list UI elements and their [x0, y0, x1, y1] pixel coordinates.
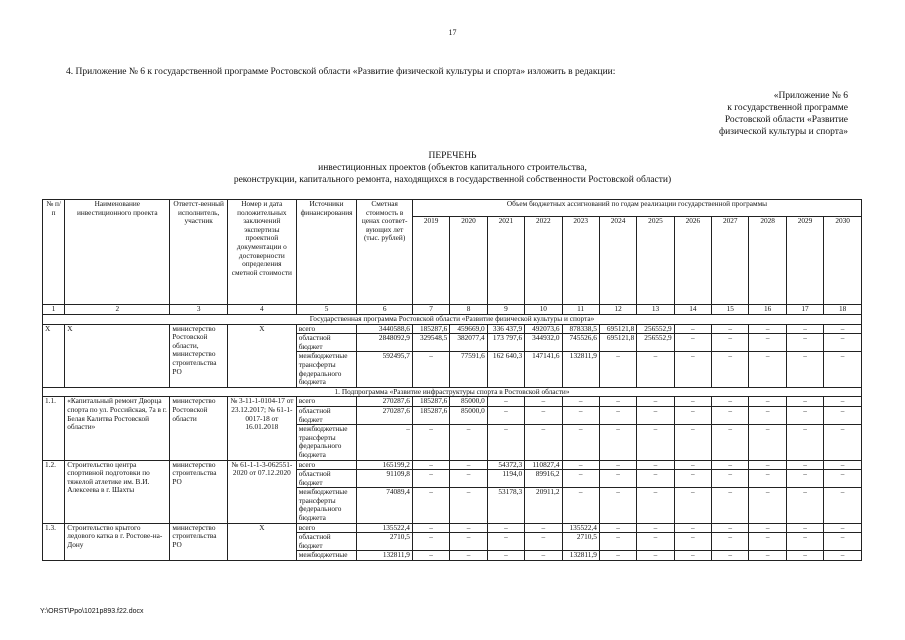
year-value: –	[824, 334, 862, 352]
year-value: –	[824, 551, 862, 561]
year-value: –	[674, 334, 711, 352]
year-value: –	[562, 397, 599, 407]
header-year: 2028	[749, 217, 786, 305]
year-value: 132811,9	[562, 352, 599, 387]
year-value: –	[674, 551, 711, 561]
year-value: –	[824, 470, 862, 488]
column-number: 1	[43, 305, 65, 315]
year-value: –	[712, 425, 749, 460]
estimated-cost: –	[357, 425, 413, 460]
year-value: –	[824, 324, 862, 334]
program-title-row	[43, 315, 862, 325]
column-number: 7	[412, 305, 449, 315]
year-value: –	[599, 533, 636, 551]
header-year: 2030	[824, 217, 862, 305]
funding-source: областной бюджет	[296, 406, 357, 424]
year-value: –	[412, 352, 449, 387]
year-value: –	[824, 523, 862, 533]
year-value: 20911,2	[525, 488, 562, 523]
year-value: –	[450, 488, 487, 523]
year-value: –	[824, 352, 862, 387]
year-value: 185287,6	[412, 406, 449, 424]
year-value: –	[749, 523, 786, 533]
year-value: 54372,3	[487, 460, 524, 470]
year-value: –	[712, 470, 749, 488]
year-value: –	[450, 551, 487, 561]
expertise-conclusion: Х	[227, 324, 296, 387]
column-number: 16	[749, 305, 786, 315]
funding-source: межбюджетные трансферты федерального бюджета	[296, 488, 357, 523]
table-body	[43, 315, 862, 561]
year-value: –	[712, 488, 749, 523]
header-volume: Объем бюджетных ассигнований по годам реализации государственной программы	[412, 200, 861, 217]
estimated-cost: 2848092,9	[357, 334, 413, 352]
year-value: –	[712, 352, 749, 387]
year-value: –	[786, 523, 823, 533]
year-value: –	[599, 470, 636, 488]
funding-source: всего	[296, 324, 357, 334]
estimated-cost: 270287,6	[357, 406, 413, 424]
column-number: 6	[357, 305, 413, 315]
year-value: –	[599, 460, 636, 470]
year-value: 878338,5	[562, 324, 599, 334]
year-value: –	[637, 406, 674, 424]
row-number: Х	[43, 324, 65, 387]
year-value: 382077,4	[450, 334, 487, 352]
year-value: 147141,6	[525, 352, 562, 387]
year-value: –	[599, 523, 636, 533]
estimated-cost: 2710,5	[357, 533, 413, 551]
year-value: –	[450, 425, 487, 460]
year-value: 110827,4	[525, 460, 562, 470]
program-title: Государственная программа Ростовской области «Развитие физической культуры и спорта»	[43, 315, 862, 325]
year-value: 135522,4	[562, 523, 599, 533]
header-year: 2023	[562, 217, 599, 305]
funding-source: всего	[296, 523, 357, 533]
column-number: 9	[487, 305, 524, 315]
row-number: 1.3.	[43, 523, 65, 560]
estimated-cost: 270287,6	[357, 397, 413, 407]
estimated-cost: 74089,4	[357, 488, 413, 523]
year-value: –	[749, 334, 786, 352]
year-value: 329548,5	[412, 334, 449, 352]
year-value: –	[824, 425, 862, 460]
funding-source: областной бюджет	[296, 470, 357, 488]
estimated-cost: 132811,9	[357, 551, 413, 561]
funding-source: областной бюджет	[296, 533, 357, 551]
year-value: –	[674, 397, 711, 407]
year-value: –	[487, 425, 524, 460]
year-value: –	[562, 488, 599, 523]
funding-source: межбюджетные трансферты федерального бюджета	[296, 425, 357, 460]
column-number: 10	[525, 305, 562, 315]
header-year: 2027	[712, 217, 749, 305]
column-number: 12	[599, 305, 636, 315]
funding-source: всего	[296, 460, 357, 470]
funding-source: областной бюджет	[296, 334, 357, 352]
year-value: –	[637, 523, 674, 533]
year-value: 344932,0	[525, 334, 562, 352]
year-value: 185287,6	[412, 324, 449, 334]
year-value: –	[786, 352, 823, 387]
year-value: –	[674, 470, 711, 488]
year-value: –	[749, 551, 786, 561]
year-value: 173 797,6	[487, 334, 524, 352]
year-value: –	[674, 523, 711, 533]
year-value: –	[749, 460, 786, 470]
year-value: –	[786, 425, 823, 460]
year-value: –	[674, 460, 711, 470]
year-value: –	[712, 523, 749, 533]
year-value: –	[712, 533, 749, 551]
annex-heading	[658, 90, 848, 138]
column-number: 15	[712, 305, 749, 315]
year-value: –	[749, 324, 786, 334]
year-value: –	[412, 470, 449, 488]
year-value: –	[599, 425, 636, 460]
year-value: 336 437,9	[487, 324, 524, 334]
year-value: –	[637, 397, 674, 407]
table-row	[43, 397, 862, 407]
year-value: 77591,6	[450, 352, 487, 387]
page-number: 17	[448, 28, 457, 37]
year-value: 53178,3	[487, 488, 524, 523]
header-expertise: Номер и дата положительных заключений экспертизы проектной документации о достоверности определения сметной стоимости	[227, 200, 296, 305]
year-value: –	[637, 352, 674, 387]
year-value: –	[749, 488, 786, 523]
year-value: –	[487, 406, 524, 424]
year-value: –	[712, 460, 749, 470]
column-number: 3	[170, 305, 228, 315]
year-value: –	[599, 397, 636, 407]
year-value: –	[412, 533, 449, 551]
year-value: –	[637, 533, 674, 551]
year-value: –	[749, 352, 786, 387]
year-value: –	[637, 470, 674, 488]
title-line: реконструкции, капитального ремонта, находящихся в государственной собственности Ростовской области)	[233, 175, 672, 185]
table-row	[43, 523, 862, 533]
year-value: –	[786, 470, 823, 488]
year-value: –	[562, 460, 599, 470]
header-year: 2020	[450, 217, 487, 305]
header-year: 2026	[674, 217, 711, 305]
column-number: 13	[637, 305, 674, 315]
column-number: 18	[824, 305, 862, 315]
expertise-conclusion: Х	[227, 523, 296, 560]
title-line: ПЕРЕЧЕНЬ	[428, 151, 477, 161]
estimated-cost: 165199,2	[357, 460, 413, 470]
year-value: –	[412, 425, 449, 460]
table-row	[43, 324, 862, 334]
year-value: –	[562, 425, 599, 460]
funding-source: межбюджетные трансферты федерального бюджета	[296, 352, 357, 387]
project-name: Строительство крытого ледового катка в г. Ростове-на-Дону	[65, 523, 170, 560]
funding-source: межбюджетные	[296, 551, 357, 561]
file-path-footer: Y:\ORST\Ppo\1021p893.f22.docx	[40, 608, 144, 615]
responsible-executor: министерство Ростовской области	[170, 397, 228, 460]
year-value: –	[599, 352, 636, 387]
header-year: 2024	[599, 217, 636, 305]
year-value: –	[412, 488, 449, 523]
year-value: 85000,0	[450, 397, 487, 407]
year-value: –	[412, 460, 449, 470]
responsible-executor: министерство строительства РО	[170, 523, 228, 560]
year-value: –	[712, 324, 749, 334]
year-value: –	[487, 551, 524, 561]
year-value: 2710,5	[562, 533, 599, 551]
year-value: 256552,9	[637, 324, 674, 334]
header-cost: Сметная стоимость в ценах соответ-вующих лет (тыс. рублей)	[357, 200, 413, 305]
year-value: –	[487, 533, 524, 551]
column-number: 4	[227, 305, 296, 315]
year-value: 1194,0	[487, 470, 524, 488]
year-value: –	[450, 460, 487, 470]
column-number: 14	[674, 305, 711, 315]
year-value: –	[487, 397, 524, 407]
year-value: –	[450, 533, 487, 551]
year-value: 695121,8	[599, 324, 636, 334]
subprogram-title-row	[43, 387, 862, 397]
year-value: –	[562, 406, 599, 424]
header-executor: Ответст-венный исполнитель, участник	[170, 200, 228, 305]
year-value: –	[749, 406, 786, 424]
year-value: –	[487, 523, 524, 533]
annex-line: физической культуры и спорта»	[718, 127, 848, 137]
subprogram-title: 1. Подпрограмма «Развитие инфраструктуры спорта в Ростовской области»	[43, 387, 862, 397]
year-value: –	[824, 460, 862, 470]
year-value: –	[637, 425, 674, 460]
year-value: –	[637, 488, 674, 523]
year-value: –	[525, 425, 562, 460]
year-value: –	[786, 460, 823, 470]
column-number: 11	[562, 305, 599, 315]
year-value: –	[749, 425, 786, 460]
year-value: 492073,6	[525, 324, 562, 334]
year-value: –	[824, 533, 862, 551]
year-value: –	[637, 460, 674, 470]
year-value: –	[525, 397, 562, 407]
year-value: –	[712, 334, 749, 352]
column-number: 5	[296, 305, 357, 315]
header-source: Источники финансирования	[296, 200, 357, 305]
year-value: –	[749, 397, 786, 407]
year-value: 695121,8	[599, 334, 636, 352]
investment-projects-table	[42, 199, 862, 561]
year-value: –	[674, 352, 711, 387]
year-value: –	[749, 470, 786, 488]
year-value: –	[786, 551, 823, 561]
document-title	[0, 150, 905, 186]
year-value: –	[674, 406, 711, 424]
row-number: 1.2.	[43, 460, 65, 523]
year-value: –	[674, 533, 711, 551]
annex-line: Ростовской области «Развитие	[724, 115, 848, 125]
year-value: 162 640,3	[487, 352, 524, 387]
header-year: 2021	[487, 217, 524, 305]
column-number: 2	[65, 305, 170, 315]
year-value: –	[525, 523, 562, 533]
year-value: –	[824, 406, 862, 424]
year-value: –	[674, 425, 711, 460]
project-name: «Капитальный ремонт Дворца спорта по ул. Российская, 7а в г. Белая Калитва Ростовской области»	[65, 397, 170, 460]
year-value: –	[749, 533, 786, 551]
annex-line: к государственной программе	[727, 103, 848, 113]
year-value: –	[562, 470, 599, 488]
title-line: инвестиционных проектов (объектов капитального строительства,	[318, 163, 587, 173]
year-value: –	[637, 551, 674, 561]
header-name: Наименование инвестиционного проекта	[65, 200, 170, 305]
year-value: –	[450, 470, 487, 488]
year-value: –	[412, 523, 449, 533]
responsible-executor: министерство Ростовской области, министерство строительства РО	[170, 324, 228, 387]
year-value: 132811,9	[562, 551, 599, 561]
header-num: № п/п	[43, 200, 65, 305]
year-value: –	[712, 406, 749, 424]
intro-text: 4. Приложение № 6 к государственной программе Ростовской области «Развитие физической культуры и спорта» изложить в редакции:	[66, 67, 616, 77]
estimated-cost: 91109,8	[357, 470, 413, 488]
estimated-cost: 592495,7	[357, 352, 413, 387]
year-value: –	[786, 406, 823, 424]
column-number: 17	[786, 305, 823, 315]
year-value: –	[712, 551, 749, 561]
year-value: 459669,0	[450, 324, 487, 334]
year-value: –	[824, 488, 862, 523]
table-row	[43, 460, 862, 470]
expertise-conclusion: № 61-1-1-3-062551-2020 от 07.12.2020	[227, 460, 296, 523]
estimated-cost: 135522,4	[357, 523, 413, 533]
year-value: 85000,0	[450, 406, 487, 424]
year-value: –	[599, 406, 636, 424]
year-value: 185287,6	[412, 397, 449, 407]
year-value: –	[525, 406, 562, 424]
column-number: 8	[450, 305, 487, 315]
year-value: –	[786, 488, 823, 523]
year-value: –	[525, 551, 562, 561]
responsible-executor: министерство строительства РО	[170, 460, 228, 523]
year-value: 89916,2	[525, 470, 562, 488]
header-year: 2022	[525, 217, 562, 305]
year-value: –	[599, 488, 636, 523]
year-value: 256552,9	[637, 334, 674, 352]
header-year: 2019	[412, 217, 449, 305]
year-value: –	[599, 551, 636, 561]
year-value: –	[786, 533, 823, 551]
year-value: –	[412, 551, 449, 561]
table-header	[43, 200, 862, 315]
year-value: –	[786, 334, 823, 352]
year-value: –	[450, 523, 487, 533]
project-name: Строительство центра спортивной подготовки по тяжелой атлетике им. В.И. Алексеева в г. Шахты	[65, 460, 170, 523]
year-value: –	[786, 397, 823, 407]
year-value: –	[525, 533, 562, 551]
year-value: –	[824, 397, 862, 407]
expertise-conclusion: № 3-11-1-0104-17 от 23.12.2017; № 61-1-0017-18 от 16.01.2018	[227, 397, 296, 460]
annex-line: «Приложение № 6	[773, 91, 848, 101]
header-year: 2029	[786, 217, 823, 305]
row-number: 1.1.	[43, 397, 65, 460]
year-value: –	[786, 324, 823, 334]
year-value: –	[674, 324, 711, 334]
funding-source: всего	[296, 397, 357, 407]
header-year: 2025	[637, 217, 674, 305]
estimated-cost: 3440588,6	[357, 324, 413, 334]
project-name: Х	[65, 324, 170, 387]
year-value: –	[712, 397, 749, 407]
year-value: 745526,6	[562, 334, 599, 352]
year-value: –	[674, 488, 711, 523]
